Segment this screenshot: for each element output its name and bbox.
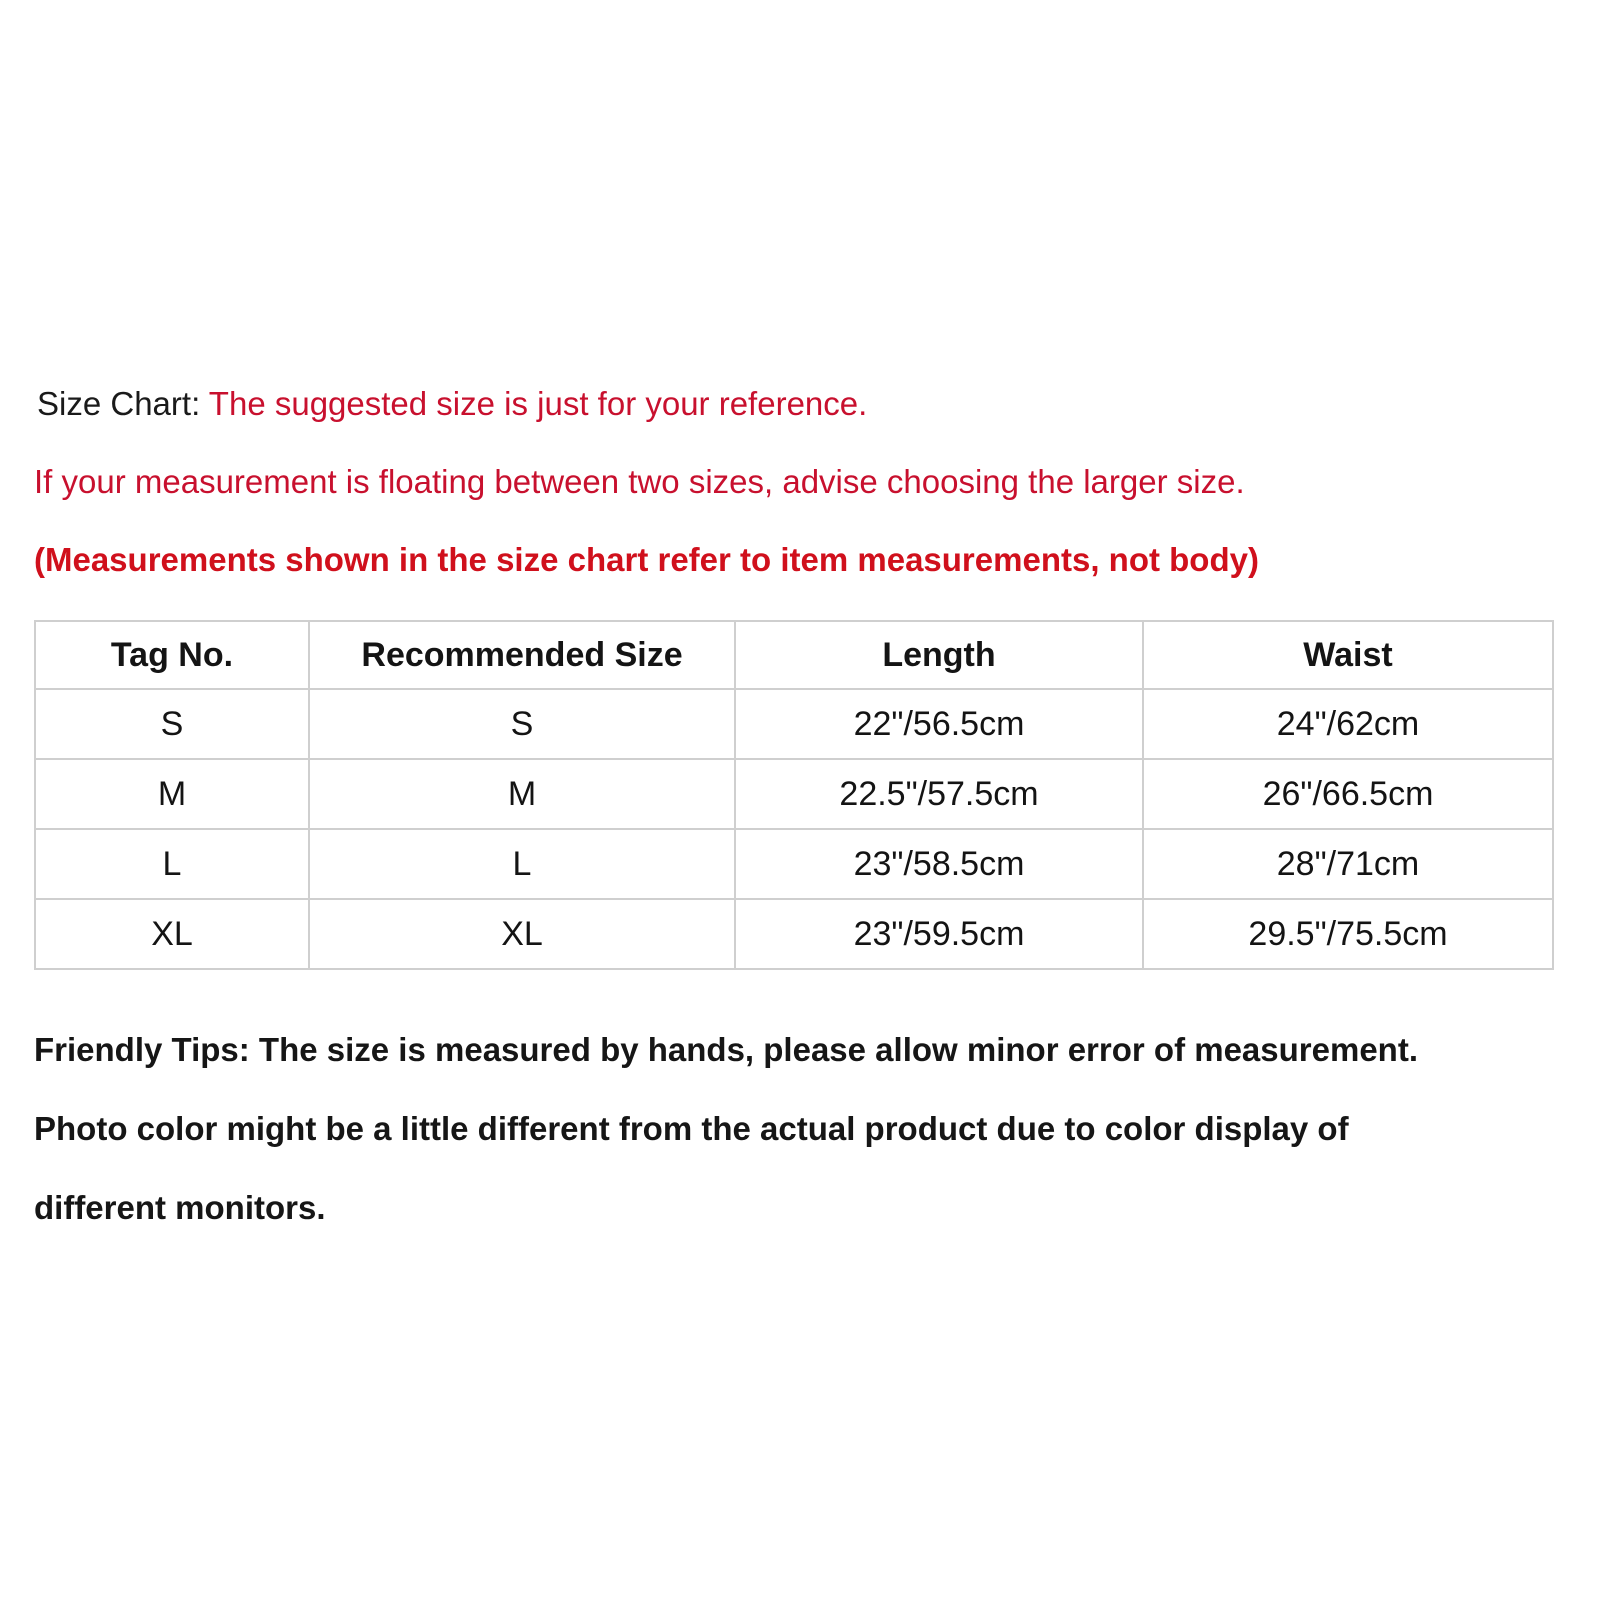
color-disclaimer: Photo color might be a little different from the actual product due to color display of: [34, 1110, 1349, 1147]
cell-recommended: M: [309, 759, 735, 829]
cell-recommended: L: [309, 829, 735, 899]
table-row: [35, 689, 1553, 759]
cell-tag: XL: [35, 899, 309, 969]
measurement-note: (Measurements shown in the size chart refer to item measurements, not body): [34, 541, 1259, 578]
cell-length: 22.5"/57.5cm: [735, 759, 1143, 829]
header-tag-no: Tag No.: [35, 621, 309, 689]
header-length: Length: [735, 621, 1143, 689]
table-row: [35, 759, 1553, 829]
friendly-tips: Friendly Tips: The size is measured by hands, please allow minor error of measurement.: [34, 1031, 1418, 1068]
cell-tag: S: [35, 689, 309, 759]
cell-waist: 24"/62cm: [1143, 689, 1553, 759]
color-disclaimer-continued: different monitors.: [34, 1189, 326, 1226]
table-row: [35, 899, 1553, 969]
cell-tag: L: [35, 829, 309, 899]
cell-tag: M: [35, 759, 309, 829]
cell-length: 22"/56.5cm: [735, 689, 1143, 759]
cell-waist: 28"/71cm: [1143, 829, 1553, 899]
table-header-row: [35, 621, 1553, 689]
cell-recommended: S: [309, 689, 735, 759]
size-table: [34, 620, 1554, 970]
reference-note: The suggested size is just for your reference.: [200, 385, 868, 422]
sizing-advice: If your measurement is floating between two sizes, advise choosing the larger size.: [34, 463, 1245, 500]
cell-length: 23"/58.5cm: [735, 829, 1143, 899]
header-recommended-size: Recommended Size: [309, 621, 735, 689]
cell-waist: 29.5"/75.5cm: [1143, 899, 1553, 969]
size-chart-label: Size Chart: [37, 385, 192, 422]
size-chart-intro: [37, 384, 867, 424]
table-row: [35, 829, 1553, 899]
cell-recommended: XL: [309, 899, 735, 969]
size-chart-colon: :: [191, 385, 201, 422]
cell-waist: 26"/66.5cm: [1143, 759, 1553, 829]
cell-length: 23"/59.5cm: [735, 899, 1143, 969]
header-waist: Waist: [1143, 621, 1553, 689]
